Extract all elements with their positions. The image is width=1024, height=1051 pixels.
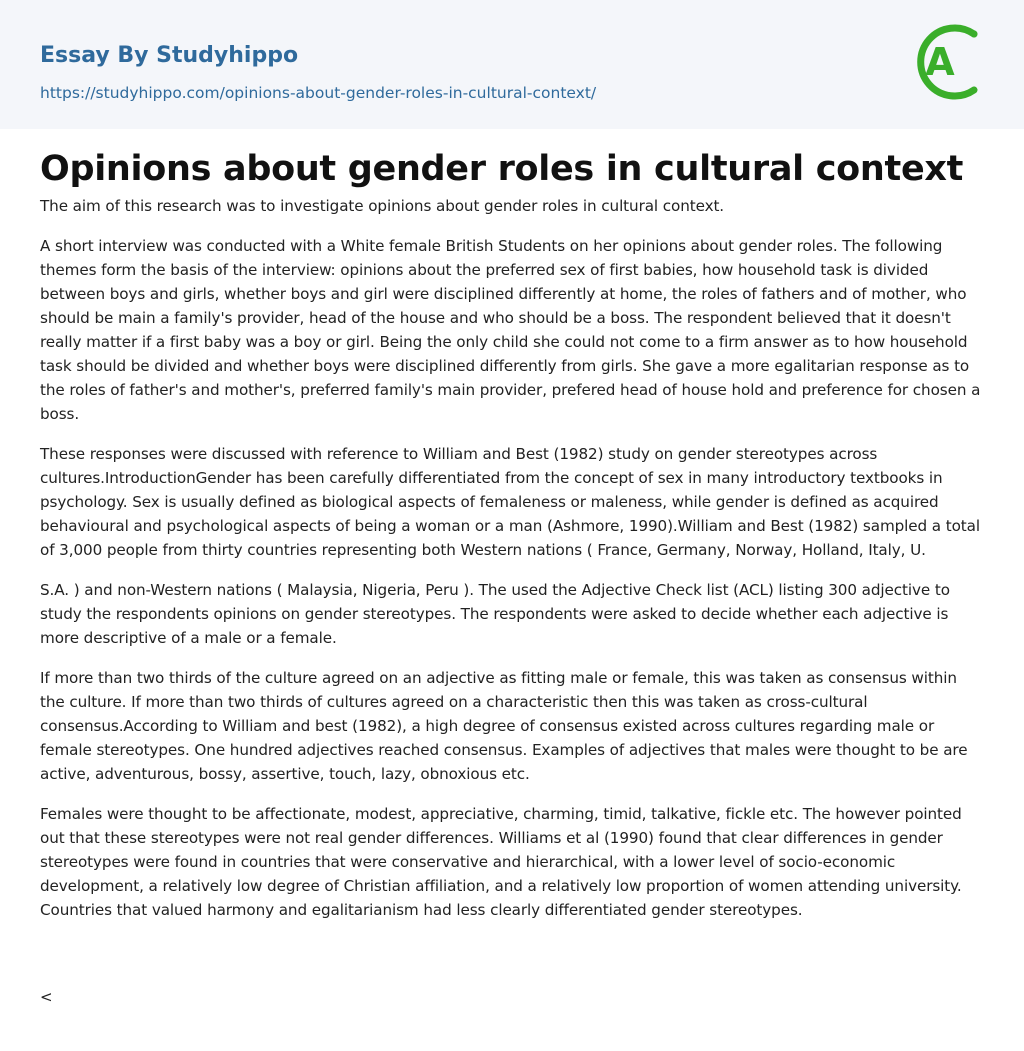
page-header <box>0 0 1024 129</box>
paragraph-2: A short interview was conducted with a White female British Students on her opinions about gender roles. The following themes form the basis of the interview: opinions about the preferred sex of first babies, how household task is divided between boys and girls, whether boys and girl were disciplined differently at home, the roles of fathers and of mother, who should be main a family's provider, head of the house and who should be a boss. The respondent believed that it doesn't really matter if a first baby was a boy or girl. Being the only child she could not come to a firm answer as to how household task should be divided and whether boys were disciplined differently from girls. She gave a more egalitarian response as to the roles of father's and mother's, preferred family's main provider, prefered head of house hold and preference for chosen a boss. <box>40 237 981 423</box>
paragraph-6: Females were thought to be affectionate, modest, appreciative, charming, timid, talkative, fickle etc. The however pointed out that these stereotypes were not real gender differences. Williams et al (1990) found that clear differences in gender stereotypes were found in countries that were conservative and hierarchical, with a lower level of socio-economic development, a relatively low degree of Christian affiliation, and a relatively low proportion of women attending university. Countries that valued harmony and egalitarianism had less clearly differentiated gender stereotypes. <box>40 805 962 919</box>
paragraph-1: The aim of this research was to investigate opinions about gender roles in cultural context. <box>40 197 725 215</box>
page-title: Opinions about gender roles in cultural context <box>40 149 964 189</box>
studyhippo-logo-icon[interactable] <box>910 18 988 106</box>
paragraph-4: S.A. ) and non-Western nations ( Malaysia, Nigeria, Peru ). The used the Adjective Check list (ACL) listing 300 adjective to study the respondents opinions on gender stereotypes. The respondents were asked to decide whether each adjective is more descriptive of a male or a female. <box>40 581 950 647</box>
source-url-link[interactable]: https://studyhippo.com/opinions-about-gender-roles-in-cultural-context/ <box>40 84 597 102</box>
article-body <box>40 194 984 938</box>
previous-page-button[interactable]: < <box>40 988 53 1006</box>
logo-letter: A <box>925 40 955 84</box>
paragraph-5: If more than two thirds of the culture agreed on an adjective as fitting male or female, this was taken as consensus within the culture. If more than two thirds of cultures agreed on a characteristic then this was taken as cross-cultural consensus.According to William and best (1982), a high degree of consensus existed across cultures regarding male or female stereotypes. One hundred adjectives reached consensus. Examples of adjectives that males were thought to be are active, adventurous, bossy, assertive, touch, lazy, obnoxious etc. <box>40 669 968 783</box>
paragraph-3: These responses were discussed with reference to William and Best (1982) study on gender stereotypes across cultures.IntroductionGender has been carefully differentiated from the concept of sex in many introductory textbooks in psychology. Sex is usually defined as biological aspects of femaleness or maleness, while gender is defined as acquired behavioural and psychological aspects of being a woman or a man (Ashmore, 1990).William and Best (1982) sampled a total of 3,000 people from thirty countries representing both Western nations ( France, Germany, Norway, Holland, Italy, U. <box>40 445 980 559</box>
brand-name[interactable]: Essay By Studyhippo <box>40 43 299 68</box>
